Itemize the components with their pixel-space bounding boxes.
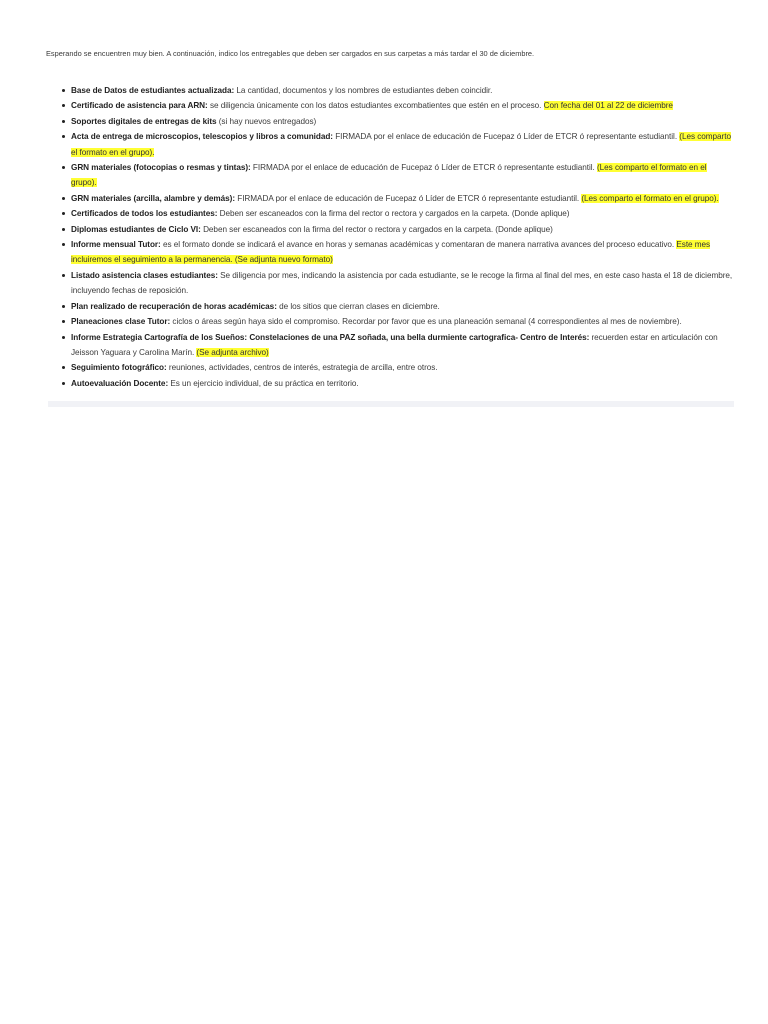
bullet-icon [62,135,65,138]
item-text: Deben ser escaneados con la firma del rector o rectora y cargados en la carpeta. (Donde aplique) [200,224,553,234]
item-text: FIRMADA por el enlace de educación de Fucepaz ó Líder de ETCR ó representante estudiantil. [332,132,680,142]
item-text: se diligencia únicamente con los datos estudiantes excombatientes que estén en el proceso. [207,101,544,111]
item-title: Planeaciones clase Tutor: [71,317,171,327]
bullet-icon [62,228,65,231]
list-item [62,376,734,391]
item-text: (si hay nuevos entregados) [216,116,317,126]
item-text: recuerden estar en articulación con Jeisson Yaguara y Carolina Marín. [71,332,718,357]
item-text: es el formato donde se indicará el avance en horas y semanas académicas y comentaran de manera narrativa avances del proceso educativo. [160,240,677,250]
list-item [62,299,734,314]
list-item [62,268,734,299]
item-highlight: Con fecha del 01 al 22 de diciembre [543,101,673,111]
list-item [62,314,734,329]
bullet-icon [62,212,65,215]
item-title: GRN materiales (fotocopias o resmas y tintas): [71,163,251,173]
list-item [62,206,734,221]
list-item [62,330,734,361]
bullet-icon [62,320,65,323]
item-title: Informe mensual Tutor: [71,240,161,250]
list-item [62,114,734,129]
bullet-icon [62,274,65,277]
item-title: Listado asistencia clases estudiantes: [71,270,218,280]
item-title: Acta de entrega de microscopios, telescopios y libros a comunidad: [71,132,333,142]
item-highlight: Este mes incluiremos el seguimiento a la permanencia. (Se adjunta nuevo formato) [71,240,711,265]
item-highlight: (Les comparto el formato en el grupo). [581,193,719,203]
bullet-icon [62,366,65,369]
item-text: FIRMADA por el enlace de educación de Fucepaz ó Líder de ETCR ó representante estudiantil. [235,193,582,203]
list-item [62,160,734,191]
item-text: La cantidad, documentos y los nombres de estudiantes deben coincidir. [234,86,493,95]
bullet-icon [62,336,65,339]
list-item [62,222,734,237]
item-title: Seguimiento fotográfico: [71,363,167,373]
list-item [62,98,734,113]
list-item [62,360,734,375]
bullet-icon [62,243,65,246]
list-item [62,237,734,268]
item-title: Base de Datos de estudiantes actualizada: [71,86,235,95]
bullet-icon [62,120,65,123]
bullet-icon [62,197,65,200]
item-text: Se diligencia por mes, indicando la asistencia por cada estudiante, se le recoge la firma al final del mes, en este caso hasta el 18 de diciembre, incluyendo fechas de reposición. [71,270,733,296]
item-title: Certificados de todos los estudiantes: [71,209,218,219]
item-text: Es un ejercicio individual, de su práctica en territorio. [168,378,359,388]
bullet-icon [62,104,65,107]
item-title: GRN materiales (arcilla, alambre y demás): [71,193,236,203]
item-title: Autoevaluación Docente: [71,378,169,388]
item-text: Deben ser escaneados con la firma del rector o rectora y cargados en la carpeta. (Donde aplique) [217,209,570,219]
deliverables-list [62,83,734,391]
item-title: Informe Estrategia Cartografía de los Sueños: Constelaciones de una PAZ soñada, una bella durmiente cartografica- Centro de Interés: [71,332,590,342]
list-item [62,83,734,98]
item-highlight: (Se adjunta archivo) [196,347,269,357]
intro-text: Esperando se encuentren muy bien. A continuación, indico los entregables que deben ser cargados en sus carpetas a más tardar el 30 de diciembre. [46,49,535,58]
bullet-icon [62,382,65,385]
bullet-icon [62,166,65,169]
item-text: ciclos o áreas según haya sido el compromiso. Recordar por favor que es una planeación semanal (4 correspondientes al mes de noviembre). [170,317,682,327]
item-highlight: (Les comparto el formato en el grupo). [71,163,707,188]
list-item [62,191,734,206]
bullet-icon [62,89,65,92]
item-title: Soportes digitales de entregas de kits [71,116,217,126]
item-text: de los sitios que cierran clases en diciembre. [276,301,440,311]
item-text: reuniones, actividades, centros de interés, estrategia de arcilla, entre otros. [166,363,438,373]
bullet-icon [62,305,65,308]
item-text: FIRMADA por el enlace de educación de Fucepaz ó Líder de ETCR ó representante estudiantil. [250,163,597,173]
item-title: Certificado de asistencia para ARN: [71,101,208,111]
item-title: Diplomas estudiantes de Ciclo VI: [71,224,201,234]
item-title: Plan realizado de recuperación de horas académicas: [71,301,277,311]
deliverables-box [46,79,736,401]
item-highlight: (Les comparto el formato en el grupo). [71,132,731,157]
list-item [62,129,734,160]
